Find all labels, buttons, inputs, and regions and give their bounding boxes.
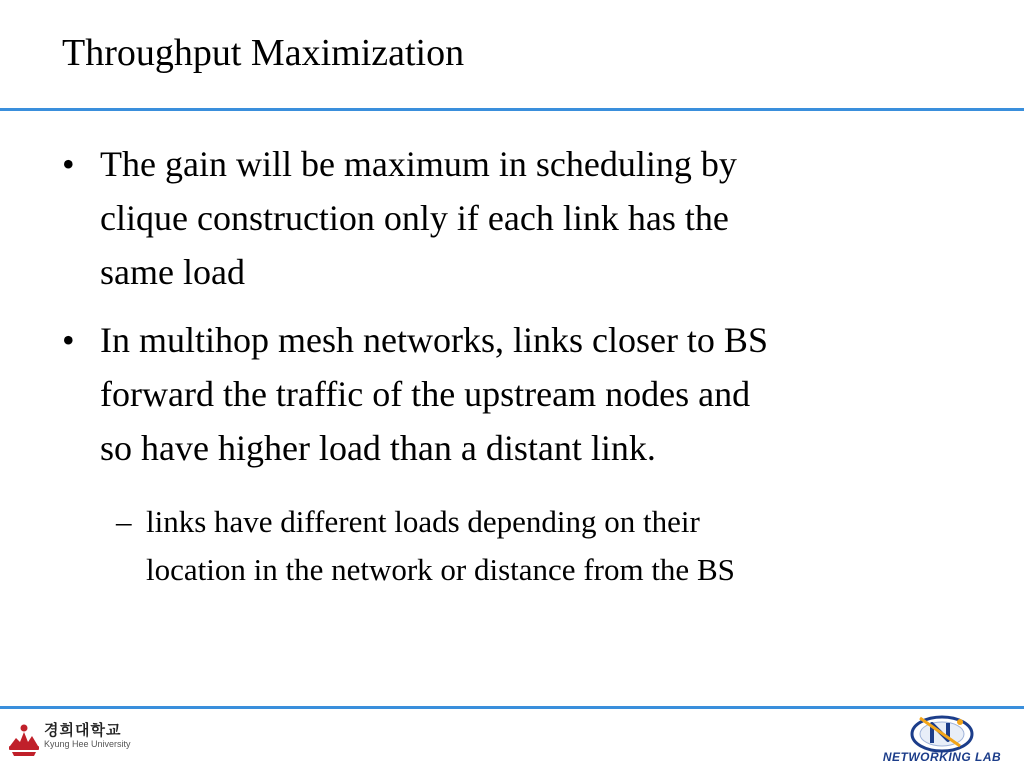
bullet-text bbox=[100, 137, 960, 299]
footer-divider bbox=[0, 706, 1024, 709]
bullet-line: forward the traffic of the upstream nodes and bbox=[100, 374, 751, 414]
sub-bullet-text bbox=[146, 498, 916, 594]
slide-title: Throughput Maximization bbox=[62, 32, 465, 74]
sub-bullet-marker: – bbox=[116, 504, 132, 539]
bullet-marker: • bbox=[62, 320, 75, 360]
sub-bullet-line: links have different loads depending on their bbox=[146, 504, 700, 539]
university-subtitle: Kyung Hee University bbox=[44, 739, 131, 749]
bullet-line: In multihop mesh networks, links closer to BS bbox=[100, 320, 768, 360]
university-name: 경희대학교 bbox=[44, 721, 122, 739]
bullet-line: so have higher load than a distant link. bbox=[100, 428, 656, 468]
bullet-text bbox=[100, 313, 960, 475]
title-divider bbox=[0, 108, 1024, 111]
bullet-line: clique construction only if each link has the bbox=[100, 198, 729, 238]
bullet-marker: • bbox=[62, 144, 75, 184]
bullet-line: same load bbox=[100, 252, 245, 292]
sub-bullet-line: location in the network or distance from the BS bbox=[146, 552, 735, 587]
lab-name: NETWORKING LAB bbox=[882, 750, 1002, 764]
bullet-line: The gain will be maximum in scheduling by bbox=[100, 144, 737, 184]
